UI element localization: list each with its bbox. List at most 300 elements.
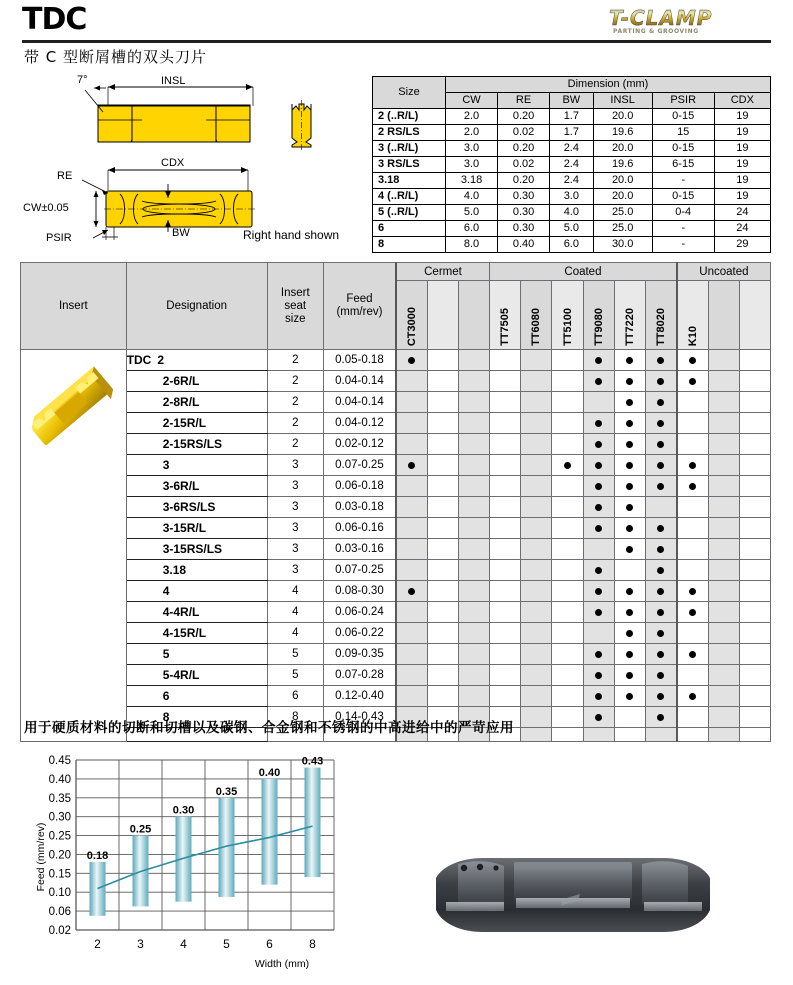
grade-cell-blank-11 bbox=[739, 476, 770, 497]
grade-dot bbox=[657, 567, 664, 574]
designation-text: 5 bbox=[162, 647, 170, 661]
grade-cell-TT7220 bbox=[614, 539, 645, 560]
seat-size-cell: 4 bbox=[267, 602, 323, 623]
grade-dot bbox=[657, 420, 664, 427]
grade-cell-blank-10 bbox=[708, 644, 739, 665]
chart-bar-value-label: 0.43 bbox=[301, 755, 324, 768]
footer-grade-cell bbox=[614, 728, 645, 742]
grade-cell-K10 bbox=[677, 350, 708, 371]
dimension-row bbox=[373, 173, 771, 189]
grade-cell-CT3000 bbox=[396, 392, 427, 413]
grade-cell-TT5100 bbox=[552, 539, 583, 560]
grade-cell-blank-1 bbox=[427, 434, 458, 455]
grade-cell-TT7505 bbox=[490, 476, 521, 497]
grade-table-row[interactable] bbox=[21, 602, 771, 623]
dim-cell-bw: 4.0 bbox=[550, 205, 594, 221]
grade-cell-TT7505 bbox=[490, 497, 521, 518]
feed-cell: 0.07-0.25 bbox=[323, 560, 395, 581]
dim-cell-bw: 2.4 bbox=[550, 157, 594, 173]
grade-cell-K10 bbox=[677, 539, 708, 560]
grade-cell-TT7505 bbox=[490, 434, 521, 455]
grade-table bbox=[20, 262, 771, 742]
grade-cell-K10 bbox=[677, 434, 708, 455]
designation-cell bbox=[126, 623, 267, 644]
page-subtitle: 带 C 型断屑槽的双头刀片 bbox=[24, 48, 208, 66]
grade-cell-CT3000 bbox=[396, 581, 427, 602]
grade-dot bbox=[626, 588, 633, 595]
grade-cell-TT8020 bbox=[646, 392, 677, 413]
grade-table-row[interactable] bbox=[21, 476, 771, 497]
logo-graphic bbox=[605, 4, 773, 38]
footer-grade-cell bbox=[677, 728, 708, 742]
grade-cell-TT7505 bbox=[490, 350, 521, 371]
chart-y-tick: 0.35 bbox=[48, 792, 71, 805]
dim-cell-re: 0.02 bbox=[498, 157, 550, 173]
grade-cell-K10 bbox=[677, 392, 708, 413]
grade-dot bbox=[595, 504, 602, 511]
dim-cell-re: 0.20 bbox=[498, 173, 550, 189]
seat-size-cell: 5 bbox=[267, 644, 323, 665]
grade-dot bbox=[657, 399, 664, 406]
dim-column-header-cdx: CDX bbox=[714, 93, 770, 109]
grade-cell-TT8020 bbox=[646, 665, 677, 686]
grade-cell-blank-10 bbox=[708, 455, 739, 476]
grade-table-row[interactable] bbox=[21, 371, 771, 392]
grade-cell-TT7220 bbox=[614, 371, 645, 392]
grade-cell-TT7505 bbox=[490, 602, 521, 623]
grade-cell-TT7220 bbox=[614, 623, 645, 644]
dim-cell-insl: 19.6 bbox=[593, 125, 652, 141]
grade-cell-TT6080 bbox=[521, 644, 552, 665]
seat-size-line2: seat bbox=[284, 299, 307, 312]
grade-cell-TT5100 bbox=[552, 371, 583, 392]
grade-header-designation: Designation bbox=[126, 263, 267, 350]
seat-size-cell: 2 bbox=[267, 392, 323, 413]
seat-size-cell: 3 bbox=[267, 539, 323, 560]
dim-cell-cw: 2.0 bbox=[446, 109, 498, 125]
dim-cell-size: 3.18 bbox=[373, 173, 446, 189]
grade-dot bbox=[626, 546, 633, 553]
grade-table-row[interactable] bbox=[21, 392, 771, 413]
designation-cell bbox=[126, 413, 267, 434]
chart-x-tick: 2 bbox=[94, 937, 101, 951]
dim-cell-psir: - bbox=[652, 237, 714, 253]
grade-cell-CT3000 bbox=[396, 476, 427, 497]
grade-cell-blank-2 bbox=[458, 518, 489, 539]
grade-cell-blank-11 bbox=[739, 350, 770, 371]
grade-cell-TT6080 bbox=[521, 623, 552, 644]
grade-cell-blank-1 bbox=[427, 413, 458, 434]
grade-cell-TT9080 bbox=[583, 539, 614, 560]
grade-dot bbox=[595, 420, 602, 427]
designation-text: 4 bbox=[162, 584, 170, 598]
grade-cell-blank-10 bbox=[708, 518, 739, 539]
grade-cell-blank-1 bbox=[427, 581, 458, 602]
dim-column-header-insl: INSL bbox=[593, 93, 652, 109]
grade-column-header-TT8020 bbox=[646, 281, 677, 350]
grade-dot bbox=[564, 462, 571, 469]
grade-cell-blank-2 bbox=[458, 497, 489, 518]
designation-text: 2-15RS/LS bbox=[162, 437, 223, 451]
grade-cell-TT6080 bbox=[521, 686, 552, 707]
dim-cell-bw: 1.7 bbox=[550, 109, 594, 125]
dim-cell-psir: 0-15 bbox=[652, 109, 714, 125]
grade-table-row[interactable] bbox=[21, 581, 771, 602]
dim-cell-cdx: 24 bbox=[714, 205, 770, 221]
right-hand-note: Right hand shown bbox=[243, 228, 340, 242]
page-title: TDC bbox=[22, 2, 87, 37]
grade-dot bbox=[408, 462, 415, 469]
product-photo bbox=[428, 850, 718, 942]
grade-table-row[interactable] bbox=[21, 413, 771, 434]
chart-bar bbox=[262, 779, 278, 885]
grade-dot bbox=[626, 483, 633, 490]
grade-table-row[interactable] bbox=[21, 350, 771, 371]
grade-cell-blank-1 bbox=[427, 665, 458, 686]
grade-cell-K10 bbox=[677, 518, 708, 539]
grade-dot bbox=[657, 441, 664, 448]
chart-y-tick: 0.25 bbox=[48, 830, 71, 843]
grade-cell-TT7505 bbox=[490, 644, 521, 665]
grade-cell-blank-11 bbox=[739, 665, 770, 686]
dim-header-group: Dimension (mm) bbox=[446, 77, 771, 93]
insert-photo-graphic bbox=[21, 350, 124, 470]
grade-column-header-blank-2 bbox=[458, 281, 489, 350]
feed-cell: 0.08-0.30 bbox=[323, 581, 395, 602]
grade-cell-TT5100 bbox=[552, 434, 583, 455]
grade-dot bbox=[626, 378, 633, 385]
grade-column-header-TT7505 bbox=[490, 281, 521, 350]
designation-text: 2 bbox=[157, 353, 165, 367]
grade-dot bbox=[595, 651, 602, 658]
grade-cell-CT3000 bbox=[396, 497, 427, 518]
grade-cell-CT3000 bbox=[396, 539, 427, 560]
dimension-row bbox=[373, 237, 771, 253]
dim-cell-re: 0.30 bbox=[498, 189, 550, 205]
designation-text: 3-15RS/LS bbox=[162, 542, 223, 556]
dim-cell-insl: 20.0 bbox=[593, 141, 652, 157]
chart-y-tick: 0.10 bbox=[48, 887, 71, 900]
grade-dot bbox=[657, 609, 664, 616]
seat-size-line1: Insert bbox=[280, 286, 310, 299]
grade-cell-CT3000 bbox=[396, 560, 427, 581]
dim-cell-cdx: 19 bbox=[714, 141, 770, 157]
grade-column-header-CT3000 bbox=[396, 281, 427, 350]
grade-cell-blank-1 bbox=[427, 371, 458, 392]
grade-table-row[interactable] bbox=[21, 455, 771, 476]
grade-cell-CT3000 bbox=[396, 623, 427, 644]
grade-cell-TT8020 bbox=[646, 560, 677, 581]
grade-cell-blank-11 bbox=[739, 707, 770, 728]
grade-cell-TT6080 bbox=[521, 518, 552, 539]
designation-text: 2-8R/L bbox=[162, 395, 200, 409]
grade-dot bbox=[626, 630, 633, 637]
grade-cell-blank-1 bbox=[427, 392, 458, 413]
dim-cell-bw: 2.4 bbox=[550, 173, 594, 189]
grade-table-row[interactable] bbox=[21, 497, 771, 518]
grade-dot bbox=[689, 609, 696, 616]
grade-cell-TT5100 bbox=[552, 581, 583, 602]
grade-cell-CT3000 bbox=[396, 434, 427, 455]
grade-table-row[interactable] bbox=[21, 434, 771, 455]
grade-cell-TT6080 bbox=[521, 455, 552, 476]
grade-header-insert: Insert bbox=[21, 263, 127, 350]
dim-cell-psir: 15 bbox=[652, 125, 714, 141]
dim-cell-size: 3 (..R/L) bbox=[373, 141, 446, 157]
designation-cell bbox=[126, 455, 267, 476]
seat-size-cell: 4 bbox=[267, 623, 323, 644]
designation-text: 2-6R/L bbox=[162, 374, 200, 388]
t-clamp-logo bbox=[605, 4, 773, 38]
grade-table-row[interactable] bbox=[21, 686, 771, 707]
grade-table-row[interactable] bbox=[21, 560, 771, 581]
grade-cell-TT9080 bbox=[583, 623, 614, 644]
grade-cell-blank-10 bbox=[708, 371, 739, 392]
dimension-row bbox=[373, 141, 771, 157]
grade-cell-blank-1 bbox=[427, 350, 458, 371]
grade-column-header-blank-1 bbox=[427, 281, 458, 350]
seat-size-cell: 2 bbox=[267, 413, 323, 434]
grade-cell-blank-10 bbox=[708, 581, 739, 602]
grade-cell-TT7220 bbox=[614, 434, 645, 455]
grade-table-row[interactable] bbox=[21, 539, 771, 560]
grade-cell-TT7220 bbox=[614, 350, 645, 371]
grade-cell-TT6080 bbox=[521, 581, 552, 602]
label-cdx: CDX bbox=[161, 157, 185, 169]
grade-cell-TT6080 bbox=[521, 560, 552, 581]
dimension-table bbox=[372, 76, 771, 253]
grade-cell-TT7220 bbox=[614, 581, 645, 602]
footer-grade-cell bbox=[552, 728, 583, 742]
grade-cell-CT3000 bbox=[396, 350, 427, 371]
grade-cell-TT9080 bbox=[583, 644, 614, 665]
grade-cell-TT7220 bbox=[614, 392, 645, 413]
grade-cell-TT7505 bbox=[490, 686, 521, 707]
grade-dot bbox=[689, 588, 696, 595]
grade-dot bbox=[689, 693, 696, 700]
seat-size-cell: 3 bbox=[267, 497, 323, 518]
dim-column-header-psir: PSIR bbox=[652, 93, 714, 109]
grade-cell-K10 bbox=[677, 560, 708, 581]
designation-cell bbox=[126, 686, 267, 707]
designation-prefix: TDC bbox=[126, 353, 152, 367]
grade-cell-TT7220 bbox=[614, 518, 645, 539]
grade-cell-blank-11 bbox=[739, 602, 770, 623]
feed-cell: 0.14-0.43 bbox=[323, 707, 395, 728]
designation-cell bbox=[126, 539, 267, 560]
chart-bar-value-label: 0.35 bbox=[215, 785, 238, 798]
chart-bar-value-label: 0.18 bbox=[86, 850, 109, 862]
grade-cell-K10 bbox=[677, 665, 708, 686]
grade-cell-blank-2 bbox=[458, 413, 489, 434]
designation-text: 3 bbox=[162, 458, 170, 472]
dim-cell-cw: 6.0 bbox=[446, 221, 498, 237]
grade-cell-CT3000 bbox=[396, 518, 427, 539]
dim-cell-psir: 0-4 bbox=[652, 205, 714, 221]
grade-cell-TT6080 bbox=[521, 665, 552, 686]
grade-cell-blank-2 bbox=[458, 476, 489, 497]
designation-cell bbox=[126, 518, 267, 539]
chart-x-tick: 4 bbox=[180, 937, 187, 951]
seat-size-cell: 3 bbox=[267, 560, 323, 581]
chart-x-tick: 5 bbox=[223, 937, 230, 951]
grade-cell-TT9080 bbox=[583, 518, 614, 539]
footer-grade-cell bbox=[739, 728, 770, 742]
grade-column-header-TT7220 bbox=[614, 281, 645, 350]
chart-y-tick-labels bbox=[49, 755, 71, 937]
grade-cell-TT8020 bbox=[646, 602, 677, 623]
dim-cell-insl: 19.6 bbox=[593, 157, 652, 173]
chart-axis-label-x: Width (mm) bbox=[254, 958, 310, 970]
grade-cell-blank-11 bbox=[739, 371, 770, 392]
designation-cell bbox=[126, 497, 267, 518]
dim-header-size: Size bbox=[373, 77, 446, 109]
grade-cell-CT3000 bbox=[396, 371, 427, 392]
dim-cell-bw: 3.0 bbox=[550, 189, 594, 205]
chart-svg bbox=[30, 752, 350, 977]
grade-cell-blank-2 bbox=[458, 371, 489, 392]
grade-dot bbox=[657, 588, 664, 595]
chart-x-tick: 6 bbox=[266, 937, 273, 951]
grade-cell-TT6080 bbox=[521, 413, 552, 434]
grade-cell-blank-1 bbox=[427, 518, 458, 539]
dimension-row bbox=[373, 109, 771, 125]
product-photo-graphic bbox=[428, 850, 718, 942]
dim-cell-size: 4 (..R/L) bbox=[373, 189, 446, 205]
seat-size-line3: size bbox=[285, 312, 306, 325]
grade-dot bbox=[626, 441, 633, 448]
grade-cell-blank-2 bbox=[458, 392, 489, 413]
grade-dot bbox=[626, 399, 633, 406]
grade-cell-TT7220 bbox=[614, 707, 645, 728]
grade-cell-blank-2 bbox=[458, 350, 489, 371]
grade-dot bbox=[595, 378, 602, 385]
category-uncoated: Uncoated bbox=[677, 263, 771, 281]
grade-column-header-TT6080 bbox=[521, 281, 552, 350]
grade-dot bbox=[626, 504, 633, 511]
grade-name-TT9080: TT9080 bbox=[592, 308, 605, 346]
dim-cell-cw: 4.0 bbox=[446, 189, 498, 205]
designation-text: 4-15R/L bbox=[162, 626, 207, 640]
seat-size-cell: 8 bbox=[267, 707, 323, 728]
dim-cell-re: 0.40 bbox=[498, 237, 550, 253]
dim-cell-size: 5 (..R/L) bbox=[373, 205, 446, 221]
grade-table-body bbox=[21, 350, 771, 742]
grade-cell-TT9080 bbox=[583, 455, 614, 476]
grade-cell-blank-2 bbox=[458, 455, 489, 476]
grade-cell-TT7220 bbox=[614, 497, 645, 518]
dimension-row bbox=[373, 221, 771, 237]
dim-cell-cw: 3.0 bbox=[446, 141, 498, 157]
grade-cell-TT6080 bbox=[521, 392, 552, 413]
grade-dot bbox=[657, 651, 664, 658]
dim-cell-cdx: 19 bbox=[714, 173, 770, 189]
dim-column-header-cw: CW bbox=[446, 93, 498, 109]
feed-cell: 0.04-0.14 bbox=[323, 392, 395, 413]
grade-dot bbox=[626, 672, 633, 679]
grade-cell-K10 bbox=[677, 455, 708, 476]
dim-cell-size: 2 RS/LS bbox=[373, 125, 446, 141]
grade-dot bbox=[595, 567, 602, 574]
chart-y-tick: 0.02 bbox=[48, 925, 71, 937]
header-divider bbox=[22, 40, 771, 43]
grade-dot bbox=[657, 357, 664, 364]
grade-table-row[interactable] bbox=[21, 644, 771, 665]
grade-dot bbox=[626, 609, 633, 616]
designation-cell bbox=[126, 434, 267, 455]
grade-cell-TT5100 bbox=[552, 476, 583, 497]
grade-table-row[interactable] bbox=[21, 665, 771, 686]
feed-cell: 0.06-0.24 bbox=[323, 602, 395, 623]
grade-table-row[interactable] bbox=[21, 518, 771, 539]
grade-cell-TT5100 bbox=[552, 665, 583, 686]
grade-cell-blank-10 bbox=[708, 497, 739, 518]
designation-text: 3-6R/L bbox=[162, 479, 200, 493]
dim-cell-psir: 0-15 bbox=[652, 141, 714, 157]
dim-cell-psir: 0-15 bbox=[652, 189, 714, 205]
grade-cell-blank-10 bbox=[708, 602, 739, 623]
dim-column-header-re: RE bbox=[498, 93, 550, 109]
grade-dot bbox=[657, 630, 664, 637]
chart-gridlines bbox=[76, 760, 334, 930]
grade-cell-TT7220 bbox=[614, 413, 645, 434]
grade-cell-TT6080 bbox=[521, 539, 552, 560]
grade-cell-TT8020 bbox=[646, 707, 677, 728]
chart-y-tick: 0.40 bbox=[48, 773, 71, 786]
grade-dot bbox=[626, 651, 633, 658]
grade-cell-TT9080 bbox=[583, 686, 614, 707]
grade-cell-TT8020 bbox=[646, 455, 677, 476]
grade-dot bbox=[626, 420, 633, 427]
dim-cell-size: 6 bbox=[373, 221, 446, 237]
grade-cell-TT8020 bbox=[646, 518, 677, 539]
seat-size-cell: 2 bbox=[267, 371, 323, 392]
grade-cell-blank-1 bbox=[427, 560, 458, 581]
grade-cell-TT5100 bbox=[552, 707, 583, 728]
grade-cell-TT6080 bbox=[521, 602, 552, 623]
grade-cell-TT9080 bbox=[583, 371, 614, 392]
dim-cell-re: 0.02 bbox=[498, 125, 550, 141]
grade-cell-blank-11 bbox=[739, 434, 770, 455]
grade-cell-TT5100 bbox=[552, 350, 583, 371]
grade-table-row[interactable] bbox=[21, 623, 771, 644]
dimension-row bbox=[373, 157, 771, 173]
grade-dot bbox=[689, 651, 696, 658]
grade-cell-TT9080 bbox=[583, 413, 614, 434]
dim-cell-cw: 3.18 bbox=[446, 173, 498, 189]
grade-cell-TT7220 bbox=[614, 560, 645, 581]
grade-dot bbox=[657, 714, 664, 721]
grade-cell-blank-11 bbox=[739, 413, 770, 434]
grade-cell-blank-1 bbox=[427, 476, 458, 497]
grade-name-TT8020: TT8020 bbox=[654, 308, 667, 346]
grade-cell-blank-10 bbox=[708, 560, 739, 581]
seat-size-cell: 3 bbox=[267, 518, 323, 539]
grade-cell-TT8020 bbox=[646, 476, 677, 497]
grade-name-K10: K10 bbox=[686, 325, 699, 346]
page-header bbox=[0, 0, 793, 46]
grade-cell-TT5100 bbox=[552, 413, 583, 434]
footer-grade-cell bbox=[521, 728, 552, 742]
grade-cell-blank-10 bbox=[708, 539, 739, 560]
grade-cell-TT6080 bbox=[521, 476, 552, 497]
grade-dot bbox=[595, 588, 602, 595]
grade-dot bbox=[657, 462, 664, 469]
grade-cell-blank-2 bbox=[458, 581, 489, 602]
dim-cell-bw: 5.0 bbox=[550, 221, 594, 237]
application-caption: 用于硬质材料的切断和切槽以及碳钢、合金钢和不锈钢的中高进给中的严苛应用 bbox=[24, 720, 514, 736]
grade-cell-blank-11 bbox=[739, 518, 770, 539]
